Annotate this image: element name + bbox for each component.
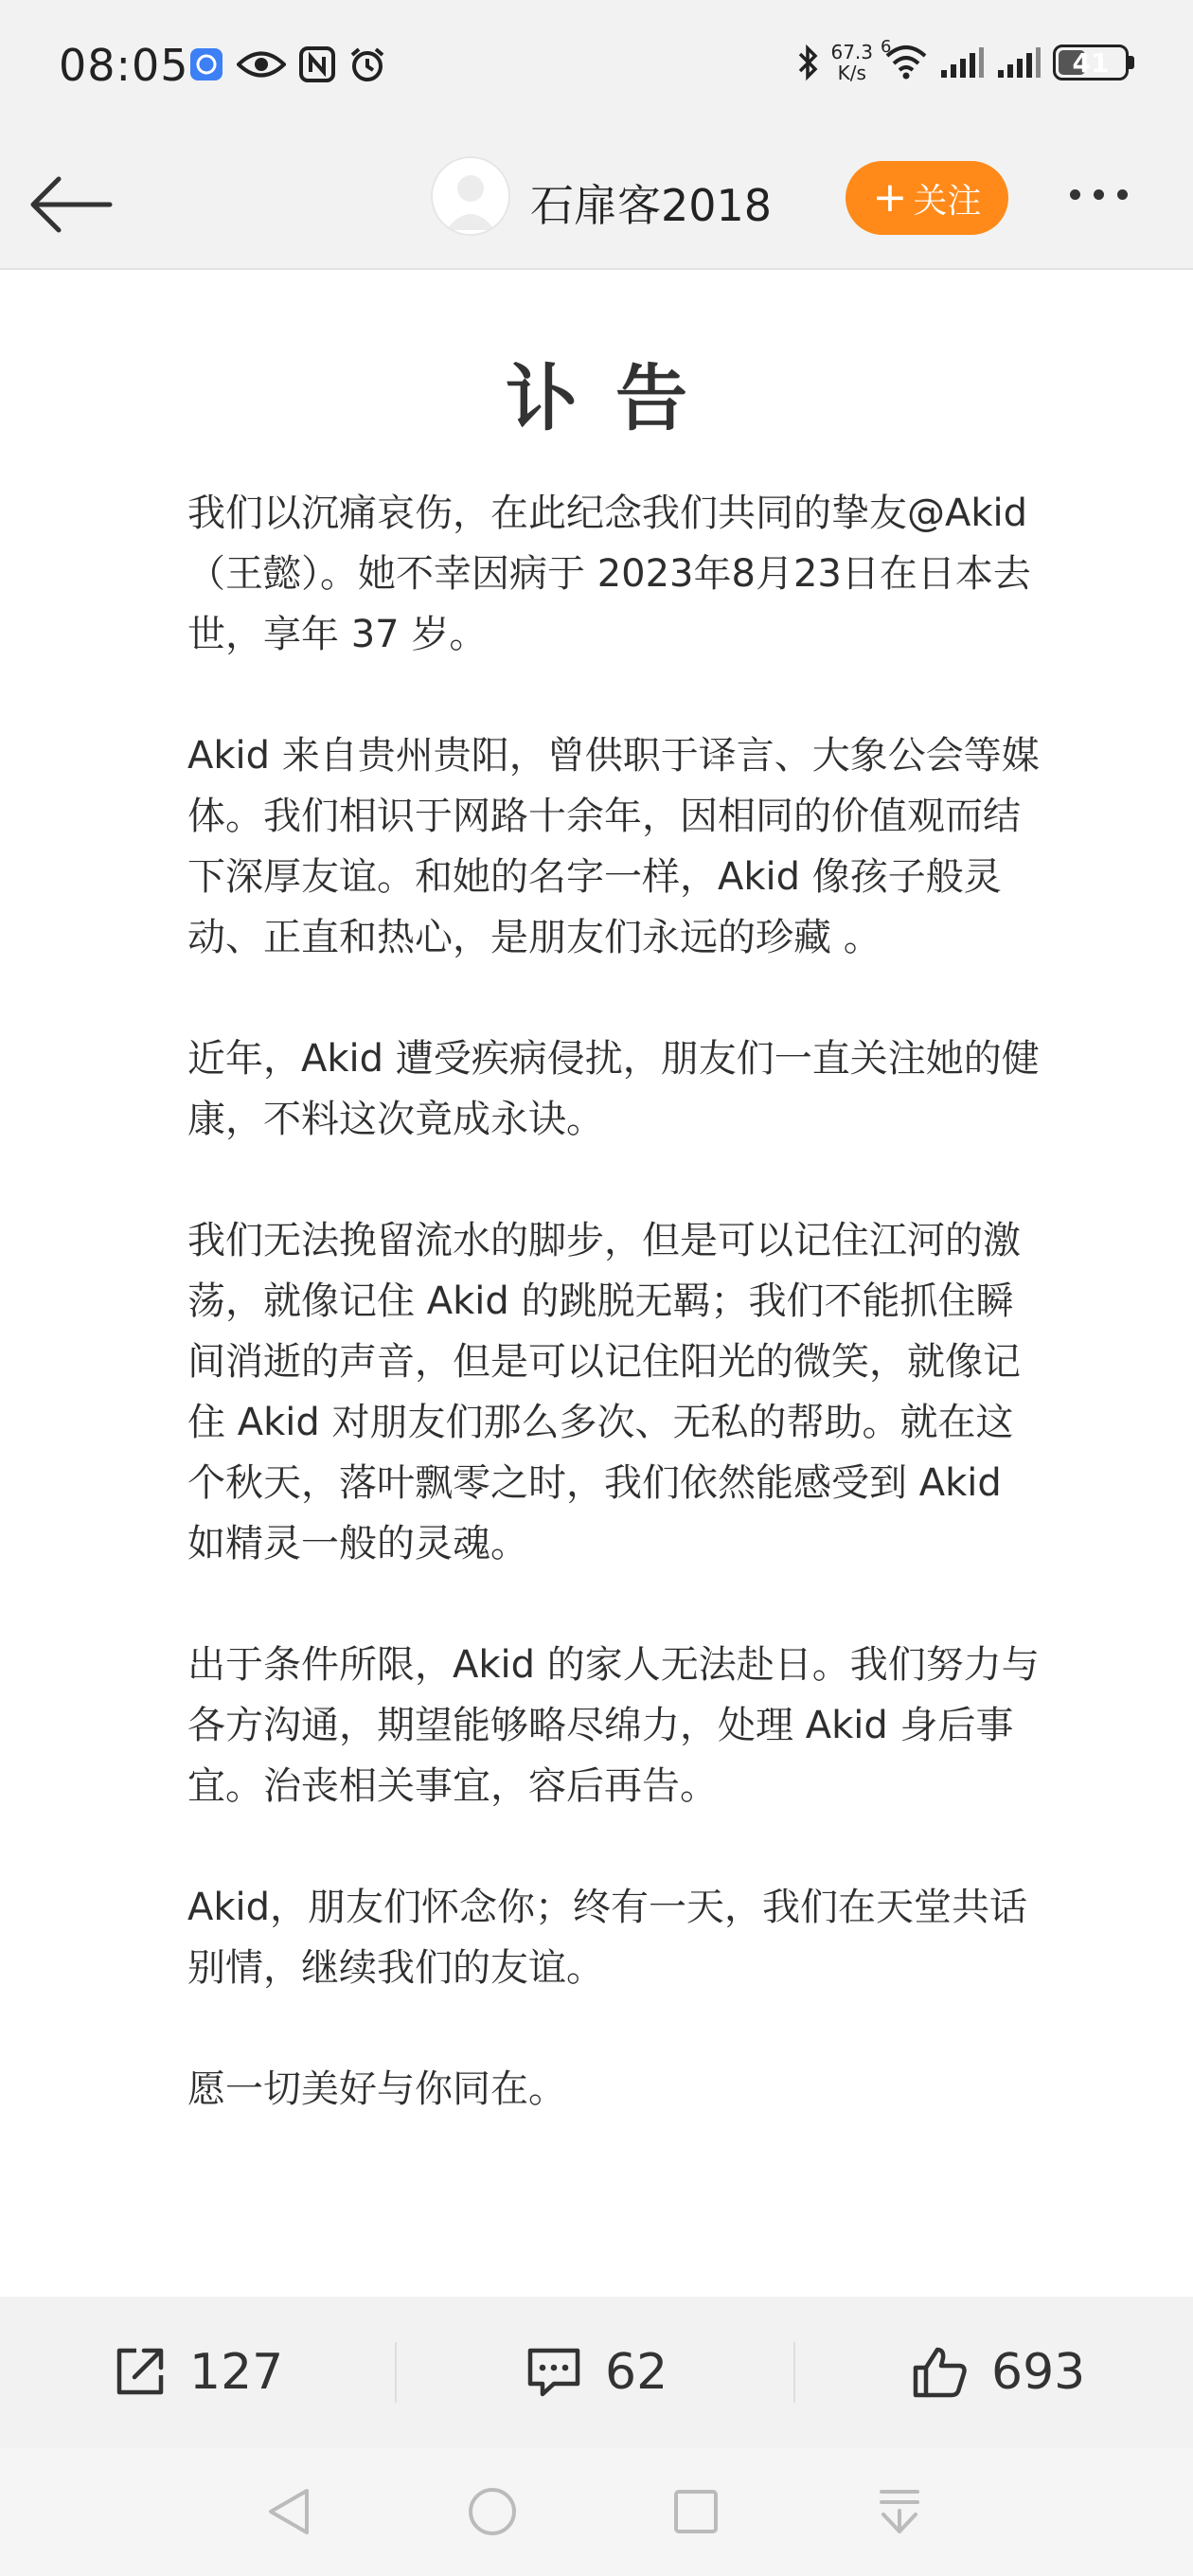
share-icon	[112, 2345, 167, 2400]
nav-back-button[interactable]	[256, 2478, 322, 2545]
network-speed-unit: K/s	[837, 62, 866, 84]
username[interactable]: 石扉客2018	[530, 180, 773, 231]
battery-percent: 41	[1072, 46, 1110, 79]
nav-dropdown-button[interactable]	[866, 2478, 933, 2545]
more-options-button[interactable]	[1070, 189, 1128, 200]
divider	[793, 2342, 795, 2403]
follow-label: 关注	[913, 181, 982, 221]
post-header	[0, 137, 1193, 270]
eye-icon	[237, 48, 286, 80]
article-title: 讣告	[506, 356, 725, 440]
app-notification-icon	[189, 47, 223, 81]
more-dots-icon	[1070, 189, 1080, 200]
back-button[interactable]	[28, 162, 114, 247]
comment-count: 62	[605, 2344, 668, 2401]
bluetooth-icon	[796, 44, 819, 81]
nav-recents-button[interactable]	[663, 2478, 729, 2545]
system-navigation-bar	[0, 2448, 1193, 2576]
action-bar	[0, 2297, 1193, 2448]
divider	[395, 2342, 397, 2403]
article-body	[187, 483, 1040, 2180]
status-left-icons	[189, 45, 386, 83]
comment-button[interactable]	[525, 2297, 668, 2448]
comment-icon	[525, 2346, 582, 2399]
repost-button[interactable]	[112, 2297, 283, 2448]
like-button[interactable]	[912, 2297, 1085, 2448]
article-paragraph: 我们无法挽留流水的脚步，但是可以记住江河的激荡，就像记住 Akid 的跳脱无羁；我们不能抓住瞬间消逝的声音，但是可以记住阳光的微笑，就像记住 Akid 对朋友们那么多次、无私的帮助。就在这个秋天，落叶飘零之时，我们依然能感受到 Akid 如精灵一般的灵魂。	[187, 1219, 1021, 1565]
nav-recents-icon	[672, 2488, 720, 2535]
network-speed	[830, 42, 873, 83]
article-paragraph: Akid，朋友们怀念你；终有一天，我们在天堂共话别情，继续我们的友谊。	[187, 1886, 1028, 1990]
plus-icon: +	[872, 173, 908, 222]
status-bar	[0, 0, 1193, 137]
wifi-icon	[881, 37, 928, 80]
nav-back-icon	[265, 2486, 312, 2537]
network-speed-value: 67.3	[830, 41, 873, 63]
repost-count: 127	[189, 2344, 284, 2401]
battery-tip	[1129, 56, 1134, 69]
nav-home-icon	[466, 2485, 519, 2538]
status-time: 08:05	[59, 40, 189, 91]
back-arrow-icon	[28, 171, 114, 238]
article-paragraph: 近年，Akid 遭受疾病侵扰，朋友们一直关注她的健康，不料这次竟成永诀。	[187, 1037, 1040, 1141]
article-paragraph: 我们以沉痛哀伤，在此纪念我们共同的挚友@Akid（王懿）。她不幸因病于 2023年8月23日在日本去世，享年 37 岁。	[187, 492, 1031, 656]
avatar[interactable]	[431, 156, 510, 236]
alarm-icon	[348, 45, 386, 83]
battery-body	[1053, 45, 1129, 80]
battery-icon	[1053, 45, 1134, 80]
article-paragraph: 愿一切美好与你同在。	[187, 2067, 566, 2111]
follow-button[interactable]	[846, 161, 1008, 235]
nav-home-button[interactable]	[459, 2478, 525, 2545]
signal-strength-icon-sim1	[939, 45, 985, 80]
nav-pull-down-icon	[876, 2486, 923, 2537]
default-avatar-icon	[433, 158, 508, 234]
nfc-icon	[299, 46, 335, 82]
thumbs-up-icon	[912, 2345, 969, 2400]
network-type-label: 6	[881, 37, 892, 57]
more-dots-icon	[1094, 189, 1104, 200]
more-dots-icon	[1117, 189, 1128, 200]
signal-strength-icon-sim2	[996, 45, 1042, 80]
article-paragraph: 出于条件所限，Akid 的家人无法赴日。我们努力与各方沟通，期望能够略尽绵力，处理 Akid 身后事宜。治丧相关事宜，容后再告。	[187, 1643, 1040, 1808]
status-right-icons	[796, 37, 1134, 84]
like-count: 693	[991, 2344, 1086, 2401]
article-paragraph: Akid 来自贵州贵阳，曾供职于译言、大象公会等媒体。我们相识于网路十余年，因相同的价值观而结下深厚友谊。和她的名字一样，Akid 像孩子般灵动、正直和热心，是朋友们永远的珍藏 。	[187, 734, 1040, 959]
